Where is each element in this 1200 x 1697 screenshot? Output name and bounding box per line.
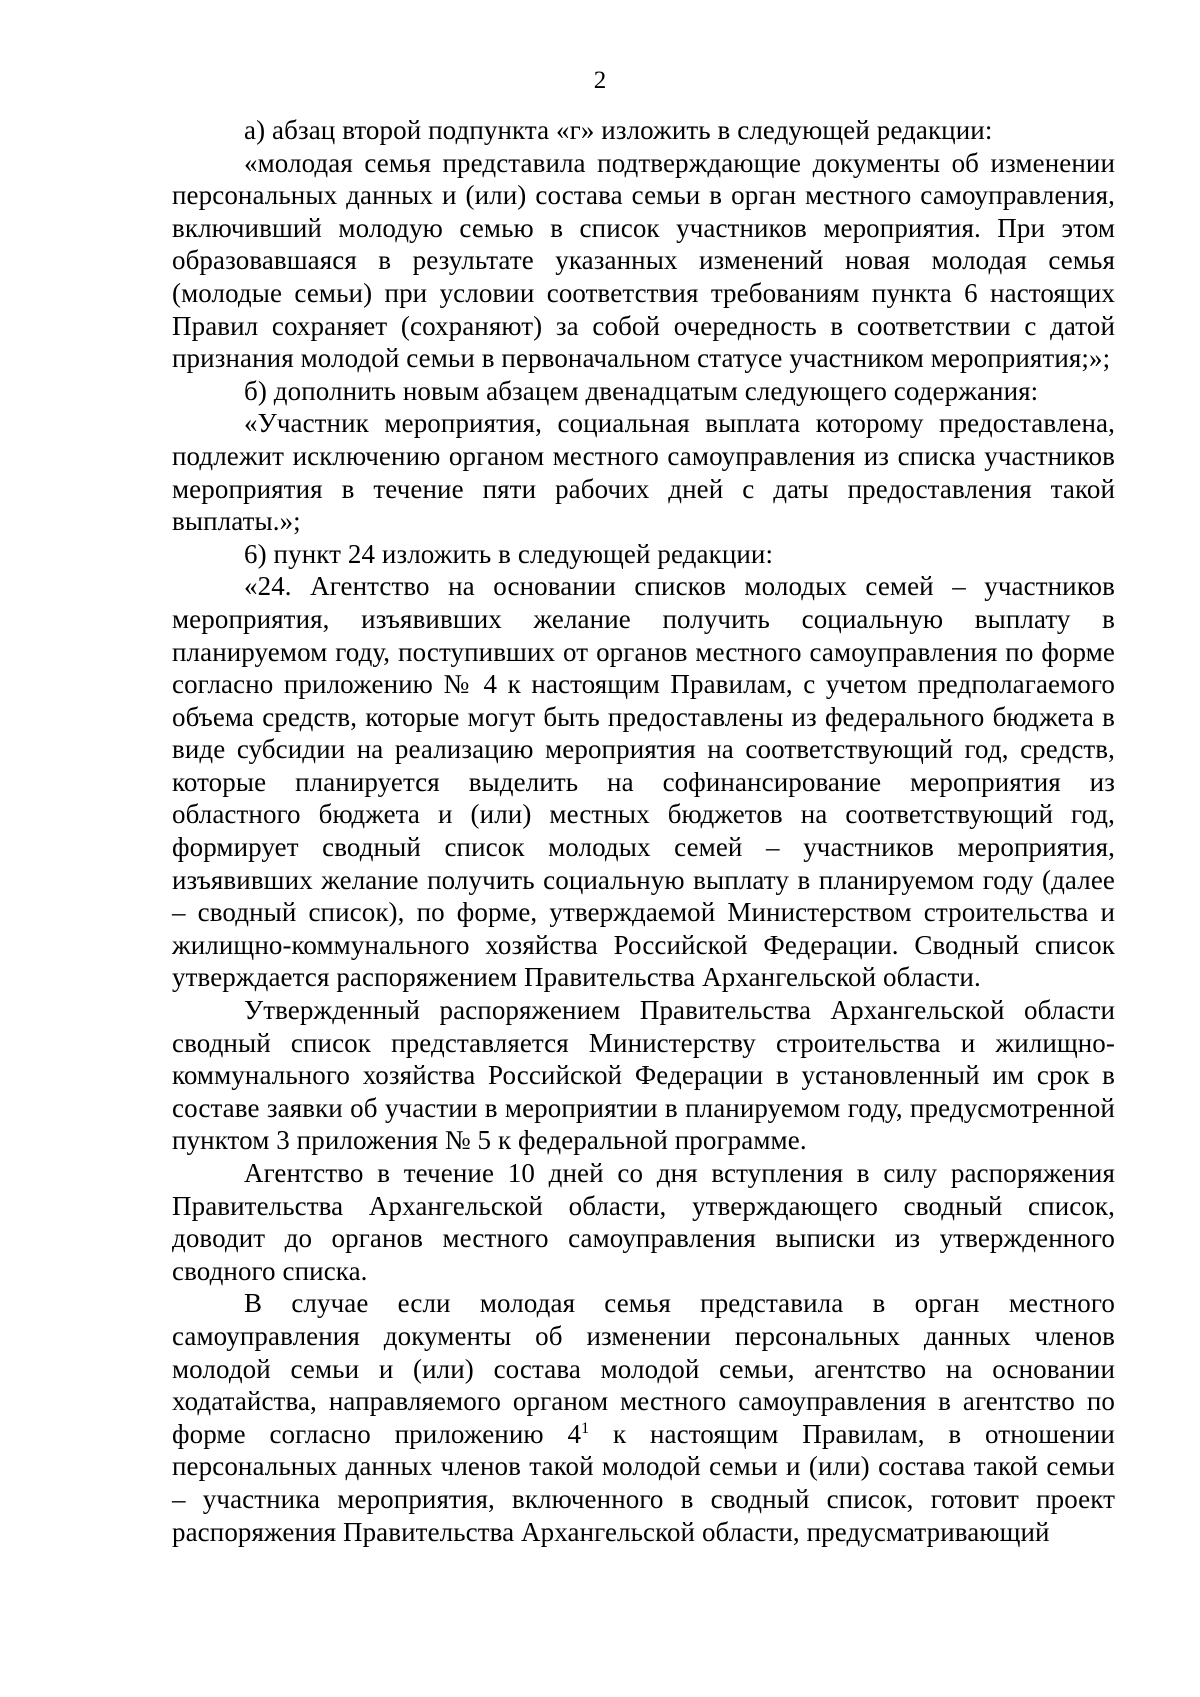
superscript-index: 1 (581, 1419, 590, 1437)
paragraph-point-24: «24. Агентство на основании списков молодых семей – участников мероприятия, изъявивших желание получить социальную выплату в планируемом году, поступивших от органов местного самоуправления по форме согласно приложению № 4 к настоящим Правилам, с учетом предполагаемого объема средств, которые могут быть предоставлены из федерального бюджета в виде субсидии на реализацию мероприятия на соответствующий год, средств, которые планируется выделить на софинансирование мероприятия из областного бюджета и (или) местных бюджетов на соответствующий год, формирует сводный список молодых семей – участников мероприятия, изъявивших желание получить социальную выплату в планируемом году (далее – сводный список), по форме, утверждаемой Министерством строительства и жилищно-коммунального хозяйства Российской Федерации. Сводный список утверждается распоряжением Правительства Архангельской области. (172, 571, 1115, 993)
paragraph-b-amendment: б) дополнить новым абзацем двенадцатым следующего содержания: (244, 375, 1039, 406)
paragraph-item-6: 6) пункт 24 изложить в следующей редакции: (244, 538, 774, 569)
paragraph-approved-list: Утвержденный распоряжением Правительства Архангельской области сводный список представляется Министерству строительства и жилищно-коммунального хозяйства Российской Федерации в установленный им срок в составе заявки об участии в мероприятии в планируемом году, предусмотренной пунктом 3 приложения № 5 к федеральной программе. (172, 995, 1115, 1156)
paragraph-data-changes (172, 1287, 1115, 1548)
document-body (172, 114, 1115, 1548)
paragraph-data-changes-part2: к настоящим Правилам, в отношении персональных данных членов такой молодой семьи и (или) состава такой семьи – участника мероприятия, включенного в сводный список, готовит проект распоряжения Правительства Архангельской области, предусматривающий (172, 1418, 1115, 1547)
paragraph-agency-10-days: Агентство в течение 10 дней со дня вступления в силу распоряжения Правительства Архангельской области, утверждающего сводный список, доводит до органов местного самоуправления выписки из утвержденного сводного списка. (172, 1158, 1115, 1286)
paragraph-participant-exclusion: «Участник мероприятия, социальная выплата которому предоставлена, подлежит исключению органом местного самоуправления из списка участников мероприятия в течение пяти рабочих дней с даты предоставления такой выплаты.»; (172, 408, 1115, 537)
paragraph-data-changes-part1: В случае если молодая семья представила в орган местного самоуправления документы об изменении персональных данных членов молодой семьи и (или) состава молодой семьи, агентство на основании ходатайства, направляемого органом местного самоуправления в агентство по форме согласно приложению 4 (172, 1288, 1115, 1449)
page-number: 2 (593, 67, 607, 94)
paragraph-a-amendment: а) абзац второй подпункта «г» изложить в следующей редакции: (244, 115, 993, 145)
paragraph-young-family-docs: «молодая семья представила подтверждающие документы об изменении персональных данных и (или) состава семьи в орган местного самоуправления, включивший молодую семью в список участников мероприятия. При этом образовавшаяся в результате указанных изменений новая молодая семья (молодые семьи) при условии соответствия требованиям пункта 6 настоящих Правил сохраняет (сохраняют) за собой очередность в соответствии с датой признания молодой семьи в первоначальном статусе участником мероприятия;»; (172, 147, 1115, 374)
